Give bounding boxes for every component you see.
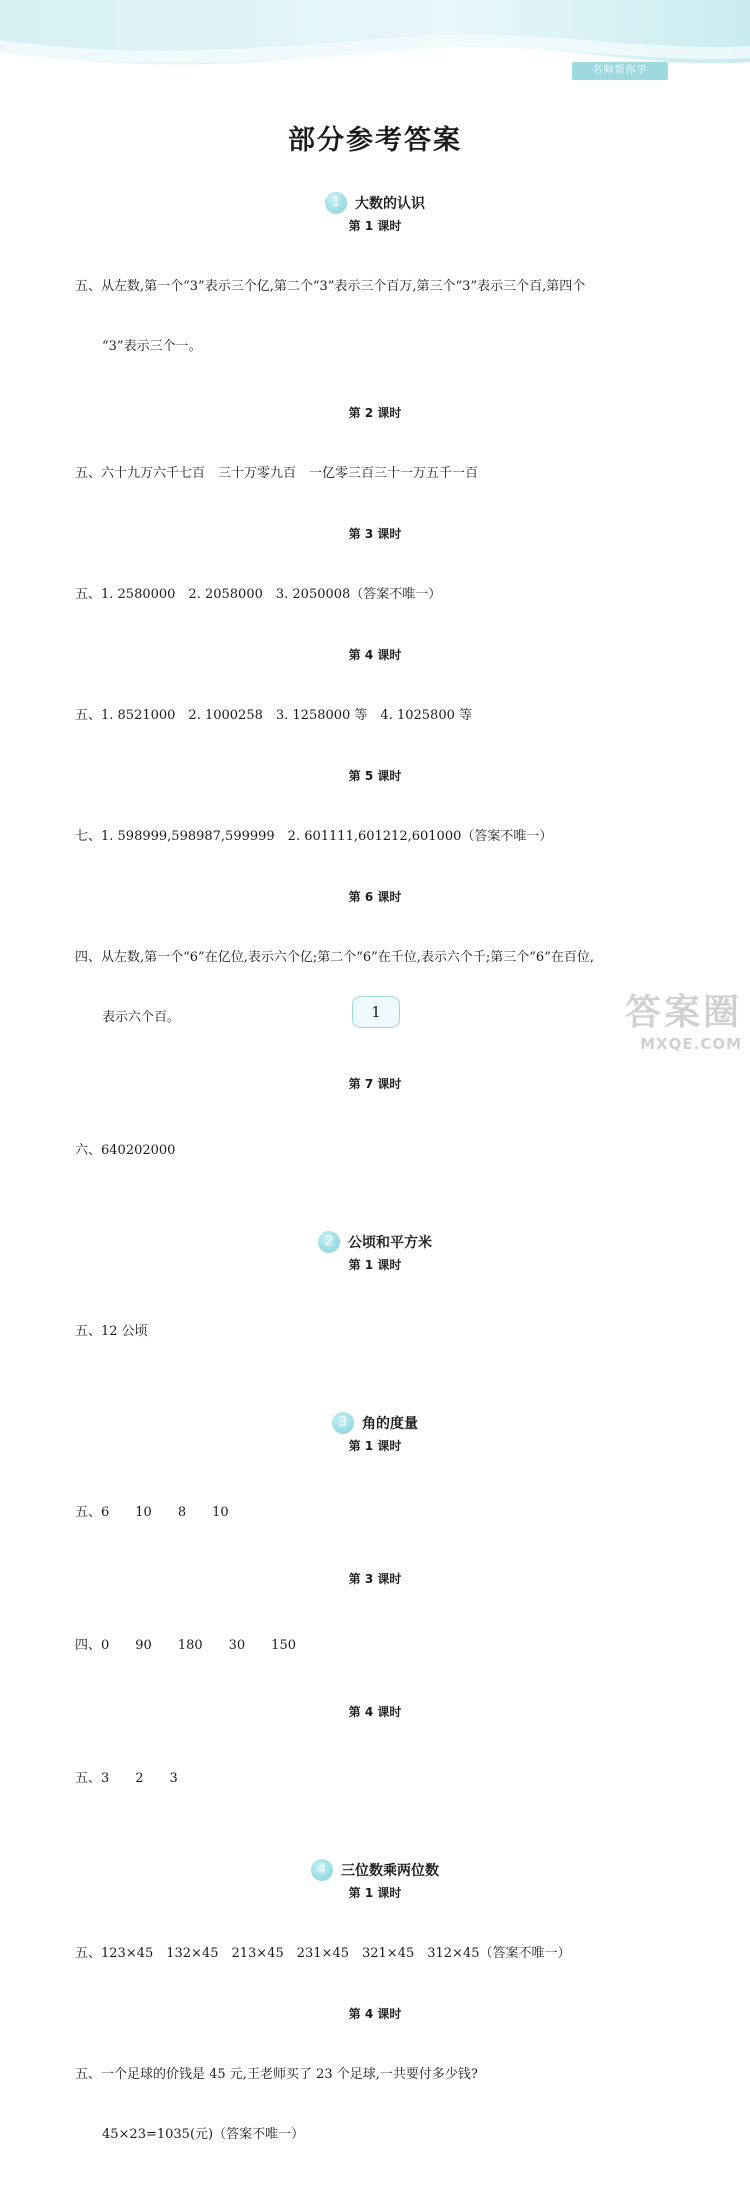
answer-text — [0, 424, 750, 524]
section-number-badge: 2 — [318, 1231, 340, 1253]
section-header — [0, 190, 750, 216]
lesson-label: 第 6 课时 — [348, 890, 402, 904]
answer-text — [0, 787, 750, 887]
section-title: 三位数乘两位数 — [341, 1863, 439, 1879]
lesson-label: 第 1 课时 — [348, 1886, 402, 1900]
answer-line: 五、从左数,第一个“3”表示三个亿,第二个“3”表示三个百万,第三个“3”表示三个百,第四个 — [75, 279, 586, 294]
lesson-label: 第 3 课时 — [348, 527, 402, 541]
answer-line: 45×23=1035(元)（答案不唯一） — [102, 2127, 305, 2142]
watermark-logo — [625, 984, 742, 1053]
section-number-badge: 4 — [311, 1859, 333, 1881]
lesson-label: 第 2 课时 — [348, 406, 402, 420]
header-badge: 名师帮你学 — [572, 62, 668, 80]
lesson-label: 第 1 课时 — [348, 219, 402, 233]
answer-line: 五、一个足球的价钱是 45 元,王老师买了 23 个足球,一共要付多少钱? — [75, 2067, 478, 2082]
answer-line: “3”表示三个一。 — [102, 339, 202, 354]
section-title: 公顷和平方米 — [348, 1235, 432, 1251]
answer-line: 五、1. 8521000 2. 1000258 3. 1258000 等 4. 1025800 等 — [75, 708, 472, 723]
answer-line: 五、12 公顷 — [75, 1324, 148, 1339]
answer-line: 五、123×45 132×45 213×45 231×45 321×45 312×45（答案不唯一） — [75, 1946, 571, 1961]
lesson-label: 第 7 课时 — [348, 1077, 402, 1091]
answer-text — [0, 1282, 750, 1382]
answer-text — [0, 1101, 750, 1201]
section-title: 角的度量 — [362, 1416, 418, 1432]
answer-text — [0, 2025, 750, 2185]
answer-line: 表示六个百。 — [102, 1010, 181, 1025]
section-number-badge: 3 — [332, 1412, 354, 1434]
answer-line: 四、从左数,第一个“6”在亿位,表示六个亿;第二个“6”在千位,表示六个千;第三个“6”在百位, — [75, 950, 594, 965]
lesson-label: 第 3 课时 — [348, 1572, 402, 1586]
section-header — [0, 1410, 750, 1436]
answer-text — [0, 545, 750, 645]
header-decoration — [0, 0, 750, 100]
lesson-label: 第 4 课时 — [348, 1705, 402, 1719]
answer-text — [0, 237, 750, 397]
answer-text — [0, 666, 750, 766]
lesson-label: 第 5 课时 — [348, 769, 402, 783]
answer-line: 五、6 10 8 10 — [75, 1505, 229, 1520]
lesson-label: 第 1 课时 — [348, 1258, 402, 1272]
answer-line: 五、3 2 3 — [75, 1771, 178, 1786]
lesson-label: 第 4 课时 — [348, 2007, 402, 2021]
section-header — [0, 1229, 750, 1255]
watermark-text: 答案圈 — [624, 992, 742, 1033]
section-title: 大数的认识 — [355, 196, 425, 212]
answer-line: 五、六十九万六千七百 三十万零九百 一亿零三百三十一万五千一百 — [75, 466, 479, 481]
section-number-badge: 1 — [325, 192, 347, 214]
page-number: 1 — [352, 996, 400, 1028]
answer-line: 四、0 90 180 30 150 — [75, 1638, 296, 1653]
answer-content — [0, 190, 750, 2185]
watermark-url: MXQE.COM — [640, 1035, 742, 1053]
answer-text — [0, 1904, 750, 2004]
lesson-label: 第 4 课时 — [348, 648, 402, 662]
answer-line: 五、1. 2580000 2. 2058000 3. 2050008（答案不唯一） — [75, 587, 442, 602]
section-header — [0, 1857, 750, 1883]
answer-text — [0, 1596, 750, 1696]
answer-line: 七、1. 598999,598987,599999 2. 601111,601212,601000（答案不唯一） — [75, 829, 553, 844]
answer-text — [0, 1729, 750, 1829]
answer-text — [0, 1463, 750, 1563]
lesson-label: 第 1 课时 — [348, 1439, 402, 1453]
page-title: 部分参考答案 — [288, 125, 462, 156]
answer-line: 六、640202000 — [75, 1143, 176, 1158]
